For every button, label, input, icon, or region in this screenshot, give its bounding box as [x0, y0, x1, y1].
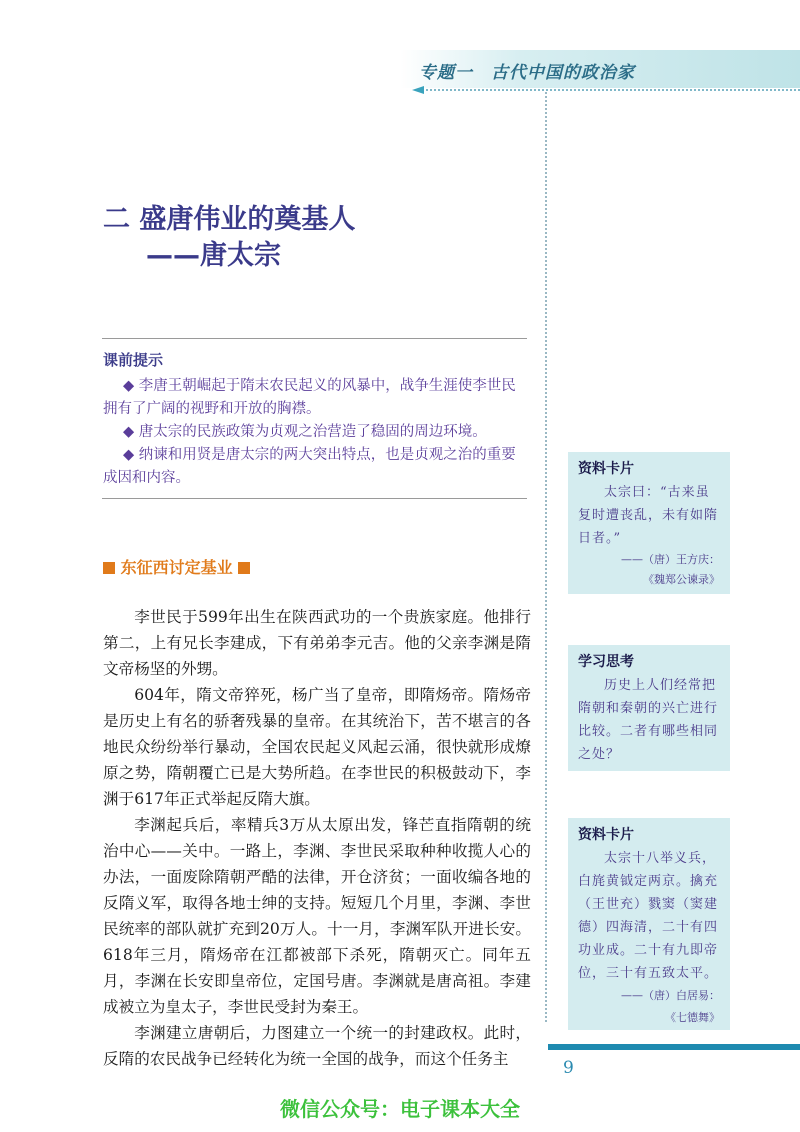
page-number: 9	[563, 1058, 574, 1078]
square-bullet-icon	[103, 562, 115, 574]
tips-item: ◆ 李唐王朝崛起于隋末农民起义的风暴中，战争生涯使李世民拥有了广阔的视野和开放的胸襟。	[103, 378, 516, 417]
card-text: 太宗十八举义兵，白旄黄钺定两京。擒充（王世充）戮窦（窦建德）四海清，二十有四功业成。二十有九即帝位，三十有五致太平。	[578, 851, 719, 981]
section-heading-text: 东征西讨定基业	[120, 558, 233, 577]
card-source-book: 《魏郑公谏录》	[643, 573, 720, 586]
body-text	[103, 604, 531, 1072]
tips-heading: 课前提示	[103, 351, 164, 369]
material-card-1	[568, 452, 730, 594]
tips-top-rule	[102, 338, 527, 339]
paragraph: 604年，隋文帝猝死，杨广当了皇帝，即隋炀帝。隋炀帝是历史上有名的骄奢残暴的皇帝。在其统治下，苦不堪言的各地民众纷纷举行暴动，全国农民起义风起云涌，很快就形成燎原之势，隋朝覆亡已是大势所趋。在李世民的积极鼓动下，李渊于617年正式举起反隋大旗。	[103, 686, 531, 808]
card-text: 历史上人们经常把隋朝和秦朝的兴亡进行比较。二者有哪些相同之处？	[578, 678, 719, 762]
bottom-accent-bar	[548, 1044, 800, 1050]
tips-item: ◆ 唐太宗的民族政策为贞观之治营造了稳固的周边环境。	[123, 424, 487, 440]
card-source	[578, 550, 720, 590]
card-title: 资料卡片	[578, 827, 634, 843]
paragraph: 李渊起兵后，率精兵3万从太原出发，锋芒直指隋朝的统治中心——关中。一路上，李渊、李世民采取种种收揽人心的办法，一面废除隋朝严酷的法律，开仓济贫；一面收编各地的反隋义军，取得各地士绅的支持。短短几个月里，李渊、李世民统率的部队就扩充到20万人。十一月，李渊军队开进长安。618年三月，隋炀帝在江都被部下杀死，隋朝灭亡。同年五月，李渊在长安即皇帝位，定国号唐。李渊就是唐高祖。李建成被立为皇太子，李世民受封为秦王。	[103, 816, 531, 1016]
material-card-2	[568, 818, 730, 1030]
paragraph: 李世民于599年出生在陕西武功的一个贵族家庭。他排行第二，上有兄长李建成，下有弟弟李元吉。他的父亲李渊是隋文帝杨坚的外甥。	[103, 608, 531, 678]
chapter-title: 专题一 古代中国的政治家	[419, 63, 635, 83]
lesson-subtitle: ——唐太宗	[146, 240, 281, 271]
footer-watermark: 微信公众号：电子课本大全	[280, 1097, 520, 1121]
study-card	[568, 645, 730, 771]
card-source-author: ——（唐）王方庆：	[621, 553, 720, 566]
section-heading	[103, 555, 250, 578]
card-text: 太宗曰：“古来虽复时遭丧乱，未有如隋日者。”	[578, 485, 719, 546]
tips-bottom-rule	[102, 498, 527, 499]
lesson-title: 二 盛唐伟业的奠基人	[103, 204, 356, 235]
card-source-book: 《七德舞》	[665, 1011, 720, 1024]
tips-list	[103, 375, 529, 490]
tips-item: ◆ 纳谏和用贤是唐太宗的两大突出特点，也是贞观之治的重要成因和内容。	[103, 447, 516, 486]
card-source	[578, 985, 720, 1029]
card-title: 学习思考	[578, 654, 634, 670]
paragraph: 李渊建立唐朝后，力图建立一个统一的封建政权。此时，反隋的农民战争已经转化为统一全国的战争，而这个任务主	[103, 1024, 531, 1068]
card-title: 资料卡片	[578, 461, 634, 477]
square-bullet-icon	[238, 562, 250, 574]
arrow-left-icon	[412, 86, 424, 94]
column-divider	[545, 92, 547, 1022]
card-source-author: ——（唐）白居易：	[621, 989, 720, 1002]
header-dotted-rule	[426, 89, 800, 91]
